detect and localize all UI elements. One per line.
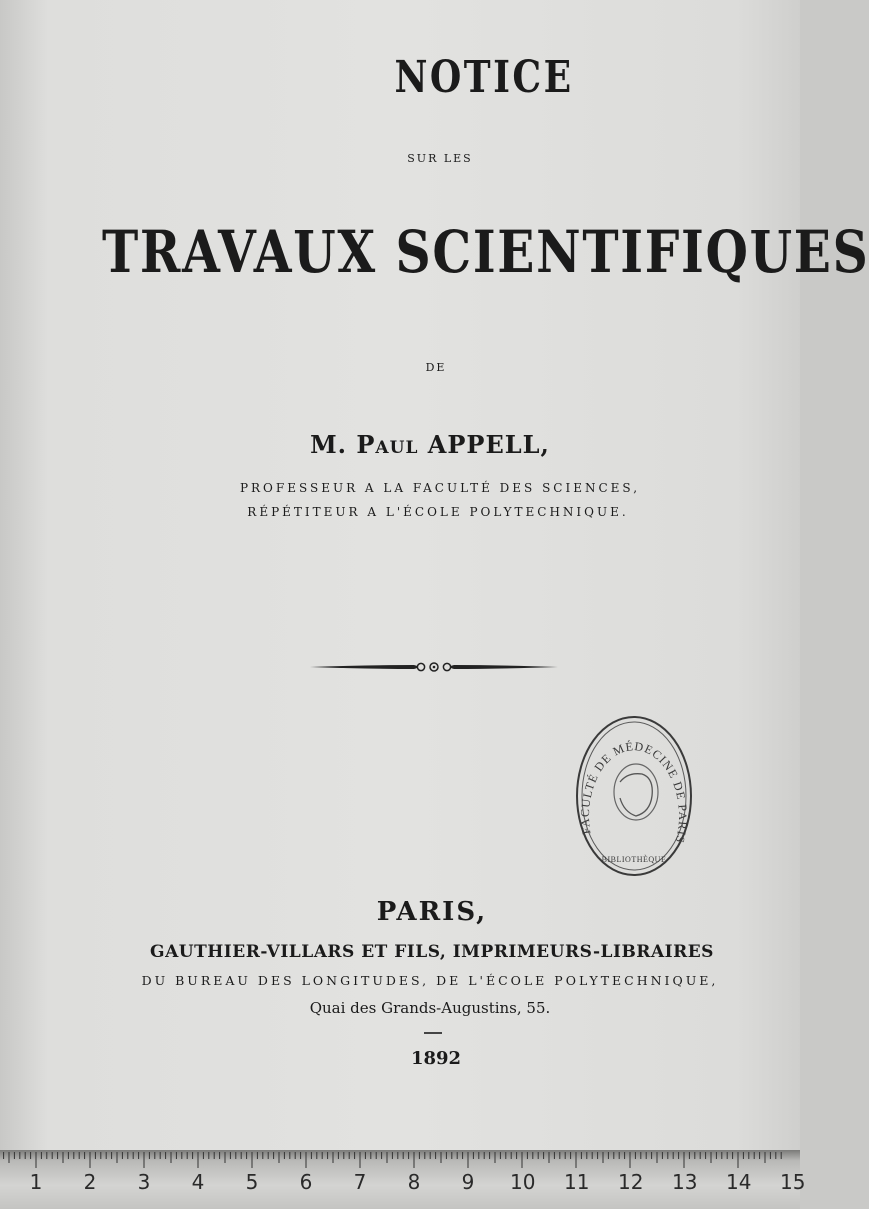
publisher: GAUTHIER-VILLARS ET FILS, IMPRIMEURS-LIBRAIRES bbox=[150, 942, 714, 962]
ruler-label: 7 bbox=[353, 1170, 367, 1194]
notice-heading: NOTICE bbox=[394, 52, 574, 103]
author-position-1: PROFESSEUR A LA FACULTÉ DES SCIENCES, bbox=[239, 481, 641, 495]
author-name: M. Paul APPELL, bbox=[310, 430, 550, 459]
ruler-label: 2 bbox=[83, 1170, 97, 1194]
svg-text:FACULTÉ DE MÉDECINE DE PARIS bbox=[578, 739, 690, 845]
de-text: DE bbox=[425, 361, 447, 374]
main-title: TRAVAUX SCIENTIFIQUES bbox=[102, 218, 869, 286]
stamp-subtext: BIBLIOTHÈQUE bbox=[601, 855, 667, 864]
publisher-address: Quai des Grands-Augustins, 55. bbox=[309, 999, 551, 1017]
ruler-label: 5 bbox=[245, 1170, 259, 1194]
publisher-line-2: DU BUREAU DES LONGITUDES, DE L'ÉCOLE POLYTECHNIQUE, bbox=[141, 973, 719, 988]
author-position-2: RÉPÉTITEUR A L'ÉCOLE POLYTECHNIQUE. bbox=[247, 505, 629, 519]
ruler-label: 1 bbox=[29, 1170, 43, 1194]
ruler-label: 14 bbox=[726, 1170, 752, 1194]
ornament-divider bbox=[310, 656, 558, 678]
ruler-label: 15 bbox=[780, 1170, 806, 1194]
ruler-label: 10 bbox=[510, 1170, 536, 1194]
ruler-label: 9 bbox=[461, 1170, 475, 1194]
small-rule bbox=[424, 1032, 442, 1034]
city: PARIS, bbox=[376, 897, 488, 927]
sur-les-text: SUR LES bbox=[407, 152, 473, 165]
ruler-label: 11 bbox=[564, 1170, 590, 1194]
ruler-label: 3 bbox=[137, 1170, 151, 1194]
stamp-text: FACULTÉ DE MÉDECINE DE PARIS bbox=[577, 739, 691, 846]
ruler-label: 8 bbox=[407, 1170, 421, 1194]
publication-year: 1892 bbox=[410, 1048, 462, 1069]
library-stamp bbox=[572, 712, 696, 880]
measuring-ruler bbox=[0, 1150, 806, 1209]
ruler-label: 4 bbox=[191, 1170, 205, 1194]
ruler-label: 12 bbox=[618, 1170, 644, 1194]
ruler-label: 6 bbox=[299, 1170, 313, 1194]
ruler-label: 13 bbox=[672, 1170, 698, 1194]
